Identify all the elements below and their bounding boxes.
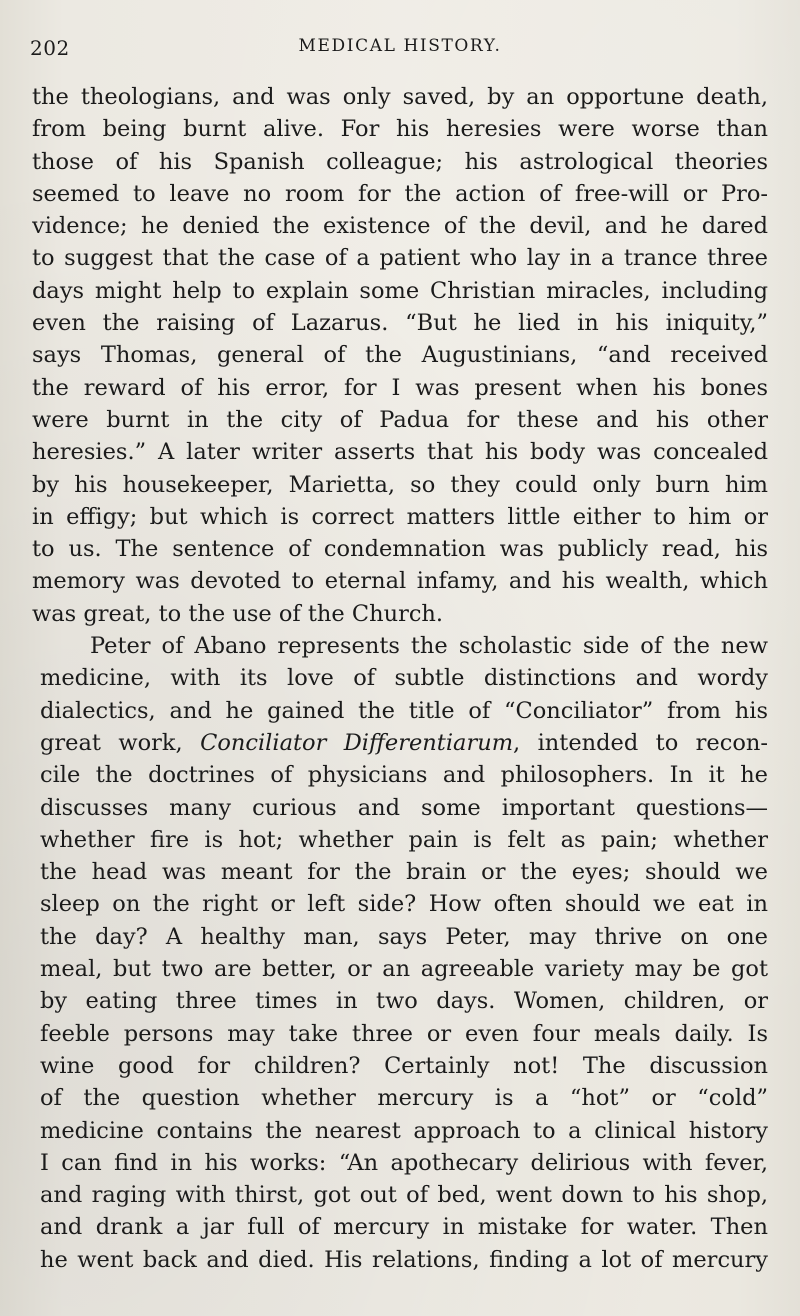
book-title: Conciliator Differentiarum bbox=[200, 729, 514, 756]
text-line: seemed to leave no room for the action of free-will or Pro- bbox=[32, 180, 768, 207]
text-line: heresies.” A later writer asserts that his body was concealed bbox=[32, 439, 768, 466]
text-line: the reward of his error, for I was present when his bones bbox=[32, 374, 768, 401]
text-line: days might help to explain some Christian miracles, including bbox=[32, 277, 768, 304]
text-line: meal, but two are better, or an agreeable variety may be got bbox=[40, 956, 768, 983]
running-head: MEDICAL HISTORY. bbox=[298, 36, 502, 56]
text-line: I can find in his works: “An apothecary delirious with fever, bbox=[40, 1149, 768, 1176]
text-line: the theologians, and was only saved, by an opportune death, bbox=[32, 84, 768, 110]
page-header bbox=[30, 30, 770, 62]
body-text bbox=[32, 81, 768, 1276]
text-line: by his housekeeper, Marietta, so they could only burn him bbox=[32, 471, 768, 498]
text-segment: , intended to recon- bbox=[513, 729, 768, 756]
text-line: sleep on the right or left side? How often should we eat in bbox=[40, 891, 768, 918]
text-line: wine good for children? Certainly not! The discussion bbox=[40, 1052, 768, 1079]
text-line: by eating three times in two days. Women, children, or bbox=[40, 988, 768, 1015]
text-line: the day? A healthy man, says Peter, may thrive on one bbox=[40, 923, 768, 950]
text-line: discusses many curious and some important questions— bbox=[40, 794, 768, 821]
text-line: Peter of Abano represents the scholastic side of the new bbox=[90, 633, 768, 660]
text-line: says Thomas, general of the Augustinians, “and received bbox=[32, 342, 768, 369]
text-line: in effigy; but which is correct matters little either to him or bbox=[32, 503, 768, 530]
text-line: to us. The sentence of condemnation was publicly read, his bbox=[32, 536, 768, 563]
text-line: to suggest that the case of a patient who lay in a trance three bbox=[32, 245, 768, 272]
text-line: medicine contains the nearest approach to a clinical history bbox=[40, 1117, 768, 1144]
text-line: were burnt in the city of Padua for these and his other bbox=[32, 406, 768, 433]
text-line: medicine, with its love of subtle distinctions and wordy bbox=[40, 665, 768, 692]
text-line: memory was devoted to eternal infamy, and his wealth, which bbox=[32, 568, 768, 595]
text-line: whether fire is hot; whether pain is felt as pain; whether bbox=[40, 826, 768, 853]
text-line: those of his Spanish colleague; his astrological theories bbox=[32, 148, 768, 175]
text-line: he went back and died. His relations, finding a lot of mercury bbox=[40, 1246, 768, 1273]
text-line: from being burnt alive. For his heresies were worse than bbox=[32, 116, 768, 143]
text-line: and drank a jar full of mercury in mistake for water. Then bbox=[40, 1214, 768, 1241]
text-line: even the raising of Lazarus. “But he lied in his iniquity,” bbox=[32, 310, 768, 337]
text-line: dialectics, and he gained the title of “Conciliator” from his bbox=[40, 697, 768, 724]
text-segment: great work, bbox=[40, 729, 201, 756]
text-line: cile the doctrines of physicians and philosophers. In it he bbox=[40, 762, 768, 789]
text-line: and raging with thirst, got out of bed, went down to his shop, bbox=[40, 1182, 768, 1209]
text-line: feeble persons may take three or even four meals daily. Is bbox=[40, 1020, 768, 1047]
paragraph-1 bbox=[32, 81, 768, 630]
paragraph-2 bbox=[32, 630, 768, 1276]
text-line: was great, to the use of the Church. bbox=[32, 600, 444, 627]
page-number: 202 bbox=[30, 36, 70, 60]
text-line: the head was meant for the brain or the eyes; should we bbox=[40, 859, 768, 886]
text-line: vidence; he denied the existence of the devil, and he dared bbox=[32, 213, 768, 240]
text-line: of the question whether mercury is a “hot” or “cold” bbox=[40, 1085, 768, 1112]
text-line-with-title bbox=[32, 727, 768, 759]
